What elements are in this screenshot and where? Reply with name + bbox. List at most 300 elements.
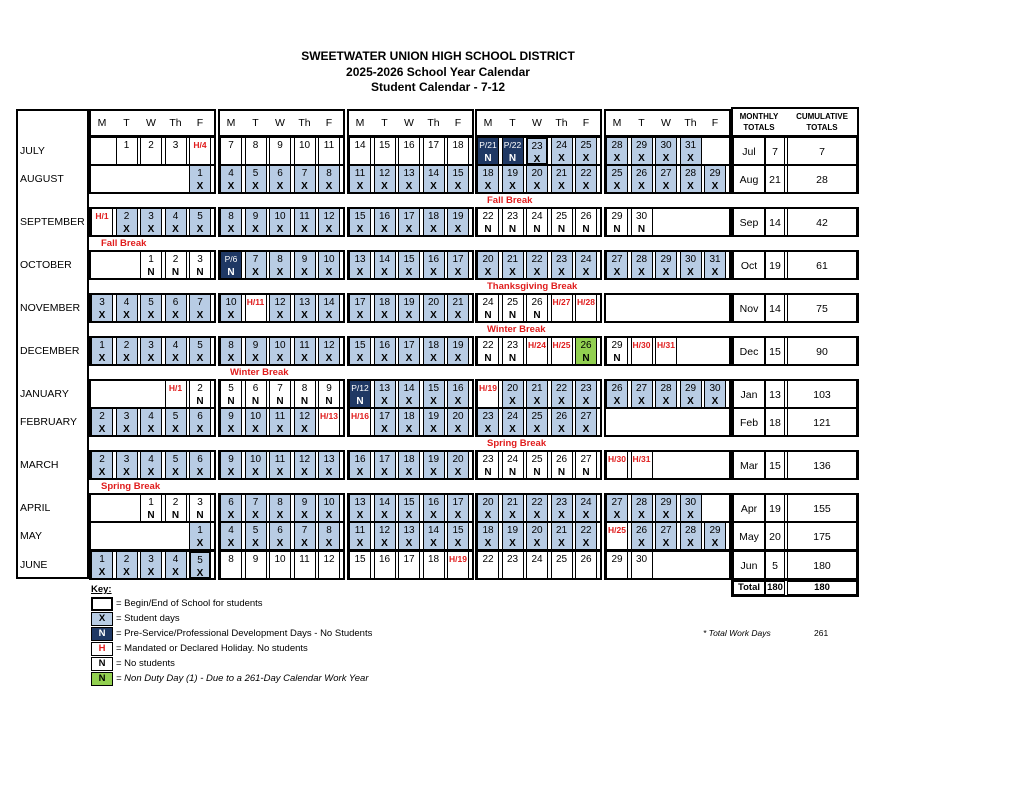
day-header: Th bbox=[298, 117, 311, 129]
day-code: X bbox=[405, 538, 413, 549]
calendar-day bbox=[551, 408, 573, 436]
calendar-day bbox=[91, 294, 113, 322]
day-code: X bbox=[687, 181, 694, 192]
cumulative-total: 180 bbox=[787, 551, 857, 579]
day-number: 28 bbox=[635, 497, 648, 508]
calendar-day bbox=[294, 294, 316, 322]
day-number: 21 bbox=[452, 297, 464, 308]
calendar-day bbox=[294, 165, 316, 193]
day-code: X bbox=[687, 538, 694, 549]
day-code: X bbox=[356, 310, 364, 321]
calendar-day bbox=[631, 451, 653, 479]
day-code: X bbox=[227, 424, 235, 435]
calendar-day bbox=[447, 551, 469, 579]
day-number: 17 bbox=[378, 411, 391, 422]
calendar-day bbox=[575, 380, 597, 408]
calendar-day bbox=[575, 522, 597, 550]
day-number: 8 bbox=[228, 554, 234, 565]
calendar-day bbox=[116, 451, 138, 479]
day-number: 9 bbox=[252, 340, 259, 351]
day-code: X bbox=[454, 396, 462, 407]
day-number: 7 bbox=[228, 140, 234, 151]
day-number: 6 bbox=[172, 297, 179, 308]
day-code: N bbox=[508, 310, 517, 321]
day-number: 15 bbox=[354, 554, 366, 565]
day-code: X bbox=[301, 181, 308, 192]
day-number: 22 bbox=[580, 168, 592, 179]
calendar-day bbox=[189, 165, 211, 193]
day-number: 15 bbox=[452, 168, 464, 179]
day-number: 15 bbox=[427, 383, 440, 394]
day-code: X bbox=[252, 424, 259, 435]
day-code: X bbox=[662, 181, 670, 192]
day-number: 8 bbox=[228, 211, 234, 222]
cumulative-total: 75 bbox=[787, 294, 857, 322]
key-label: = Non Duty Day (1) - Due to a 261-Day Calendar Work Year bbox=[116, 673, 369, 684]
school-year: 2025-2026 School Year Calendar bbox=[346, 64, 530, 79]
day-code: N bbox=[484, 353, 492, 364]
calendar-day bbox=[575, 251, 597, 279]
monthly-total: 15 bbox=[765, 337, 785, 365]
calendar-day bbox=[477, 551, 499, 579]
day-code: N bbox=[484, 310, 492, 321]
break-label: Spring Break bbox=[487, 438, 547, 449]
calendar-day bbox=[704, 380, 726, 408]
calendar-day bbox=[374, 208, 396, 236]
day-number: 6 bbox=[228, 497, 234, 508]
day-code: X bbox=[325, 353, 333, 364]
day-number: 24 bbox=[506, 454, 519, 465]
calendar-day bbox=[477, 337, 499, 365]
calendar-day bbox=[447, 522, 469, 550]
day-number: H/25 bbox=[608, 525, 626, 535]
calendar-day bbox=[398, 137, 420, 165]
day-code: X bbox=[276, 224, 284, 235]
calendar-day bbox=[606, 451, 628, 479]
day-number: 13 bbox=[403, 168, 415, 179]
day-code: X bbox=[430, 353, 437, 364]
totals-row-box bbox=[731, 164, 859, 194]
day-header: M bbox=[483, 117, 493, 129]
day-number: 27 bbox=[611, 497, 623, 508]
calendar-day bbox=[189, 494, 211, 522]
day-number: 8 bbox=[277, 254, 283, 265]
day-code: X bbox=[147, 467, 155, 478]
day-number: 21 bbox=[506, 254, 519, 265]
calendar-day bbox=[551, 451, 573, 479]
calendar-day bbox=[349, 551, 371, 579]
totals-row-box bbox=[731, 493, 859, 523]
day-code: X bbox=[123, 424, 130, 435]
calendar-day bbox=[526, 408, 548, 436]
calendar-day bbox=[116, 408, 138, 436]
calendar-day bbox=[349, 494, 371, 522]
day-code: X bbox=[405, 424, 413, 435]
day-number: 18 bbox=[427, 554, 440, 565]
day-code: N bbox=[356, 396, 364, 407]
day-header: T bbox=[638, 117, 645, 129]
day-number: 13 bbox=[354, 254, 366, 265]
calendar-day bbox=[477, 294, 499, 322]
day-code: X bbox=[301, 224, 308, 235]
day-code: X bbox=[252, 267, 259, 278]
day-number: 27 bbox=[580, 454, 592, 465]
calendar-day bbox=[477, 137, 499, 165]
calendar-day bbox=[447, 408, 469, 436]
calendar-day bbox=[116, 208, 138, 236]
calendar-day bbox=[502, 294, 524, 322]
calendar-day bbox=[220, 137, 242, 165]
calendar-day bbox=[294, 251, 316, 279]
day-number: 17 bbox=[403, 340, 415, 351]
calendar-day bbox=[551, 380, 573, 408]
calendar-day bbox=[502, 337, 524, 365]
cumulative-total: 121 bbox=[787, 408, 857, 436]
day-header: M bbox=[355, 117, 365, 129]
day-code: N bbox=[557, 467, 566, 478]
day-header: W bbox=[146, 117, 156, 129]
calendar-day bbox=[606, 551, 628, 579]
day-number: H/16 bbox=[351, 411, 369, 421]
calendar-day bbox=[374, 494, 396, 522]
calendar-day bbox=[704, 522, 726, 550]
day-code: X bbox=[509, 396, 516, 407]
day-header: Th bbox=[427, 117, 440, 129]
day-code: X bbox=[711, 267, 719, 278]
day-code: X bbox=[301, 310, 308, 321]
calendar-day bbox=[165, 251, 187, 279]
calendar-day bbox=[349, 408, 371, 436]
day-number: 16 bbox=[354, 454, 366, 465]
day-number: 8 bbox=[326, 525, 332, 536]
day-header: T bbox=[123, 117, 130, 129]
break-label: Thanksgiving Break bbox=[487, 281, 578, 292]
day-code: X bbox=[687, 267, 694, 278]
day-number: 25 bbox=[506, 297, 519, 308]
calendar-day bbox=[318, 380, 340, 408]
day-number: 14 bbox=[323, 297, 335, 308]
calendar-day bbox=[269, 337, 291, 365]
calendar-day bbox=[140, 494, 162, 522]
day-number: 18 bbox=[427, 340, 440, 351]
day-number: 9 bbox=[252, 211, 259, 222]
day-number: 14 bbox=[354, 140, 366, 151]
day-code: X bbox=[711, 396, 719, 407]
day-number: 18 bbox=[452, 140, 464, 151]
day-code: X bbox=[582, 153, 590, 164]
calendar-day bbox=[318, 294, 340, 322]
calendar-day bbox=[631, 251, 653, 279]
day-number: 24 bbox=[531, 554, 543, 565]
day-number: 24 bbox=[482, 297, 494, 308]
calendar-day bbox=[477, 451, 499, 479]
calendar-day bbox=[502, 137, 524, 165]
day-number: 23 bbox=[531, 141, 543, 152]
calendar-day bbox=[189, 137, 211, 165]
day-number: 22 bbox=[555, 383, 568, 394]
day-number: 20 bbox=[531, 525, 543, 536]
calendar-day bbox=[398, 337, 420, 365]
calendar-day bbox=[220, 551, 242, 579]
day-code: X bbox=[558, 181, 565, 192]
calendar-day bbox=[91, 208, 113, 236]
day-code: N bbox=[508, 153, 517, 164]
calendar-day bbox=[398, 208, 420, 236]
day-number: 31 bbox=[709, 254, 721, 265]
day-number: H/13 bbox=[320, 411, 338, 421]
calendar-day bbox=[631, 380, 653, 408]
calendar-day bbox=[655, 494, 677, 522]
day-code: N bbox=[484, 467, 492, 478]
calendar-day bbox=[631, 522, 653, 550]
day-number: 24 bbox=[580, 254, 592, 265]
day-number: 29 bbox=[709, 525, 721, 536]
day-number: 4 bbox=[172, 554, 179, 565]
calendar-title bbox=[0, 49, 876, 96]
day-code: N bbox=[613, 353, 621, 364]
calendar-day bbox=[575, 165, 597, 193]
day-code: X bbox=[196, 310, 204, 321]
calendar-day bbox=[91, 408, 113, 436]
day-number: 5 bbox=[197, 211, 203, 222]
calendar-day bbox=[447, 165, 469, 193]
key-swatch: N bbox=[91, 672, 113, 686]
day-number: 10 bbox=[323, 254, 335, 265]
calendar-day bbox=[269, 451, 291, 479]
day-header: M bbox=[226, 117, 236, 129]
calendar-day bbox=[349, 137, 371, 165]
calendar-day bbox=[631, 208, 653, 236]
day-number: 22 bbox=[531, 497, 543, 508]
day-code: N bbox=[325, 396, 333, 407]
calendar-day bbox=[189, 380, 211, 408]
day-code: X bbox=[123, 467, 130, 478]
day-number: 18 bbox=[378, 297, 391, 308]
day-code: X bbox=[454, 353, 462, 364]
calendar-day bbox=[680, 251, 702, 279]
day-code: X bbox=[430, 396, 437, 407]
day-code: X bbox=[509, 538, 516, 549]
calendar-day bbox=[140, 137, 162, 165]
calendar-day bbox=[318, 451, 340, 479]
day-code: X bbox=[582, 181, 590, 192]
day-code: X bbox=[227, 224, 235, 235]
day-number: 22 bbox=[482, 554, 494, 565]
calendar-day bbox=[349, 165, 371, 193]
calendar-day bbox=[704, 251, 726, 279]
calendar-day bbox=[165, 337, 187, 365]
calendar-day bbox=[189, 551, 211, 579]
day-number: 28 bbox=[660, 383, 672, 394]
month-label: MARCH bbox=[20, 459, 59, 471]
day-code: X bbox=[687, 153, 694, 164]
calendar-day bbox=[526, 522, 548, 550]
day-code: X bbox=[172, 224, 179, 235]
day-number: 19 bbox=[506, 525, 519, 536]
day-code: X bbox=[227, 353, 235, 364]
day-number: 16 bbox=[378, 211, 391, 222]
month-label: JANUARY bbox=[20, 388, 69, 400]
calendar-day bbox=[245, 137, 267, 165]
calendar-day bbox=[704, 165, 726, 193]
calendar-day bbox=[349, 337, 371, 365]
day-number: H/30 bbox=[608, 454, 626, 464]
day-number: 26 bbox=[580, 554, 592, 565]
day-number: 5 bbox=[197, 555, 203, 566]
day-code: X bbox=[662, 510, 670, 521]
break-label: Spring Break bbox=[101, 481, 161, 492]
cumulative-total: 103 bbox=[787, 380, 857, 408]
day-number: H/31 bbox=[657, 340, 675, 350]
calendar-day bbox=[374, 137, 396, 165]
day-code: X bbox=[454, 538, 462, 549]
day-number: 7 bbox=[277, 383, 283, 394]
day-number: 2 bbox=[123, 554, 130, 565]
calendar-day bbox=[447, 494, 469, 522]
calendar-day bbox=[398, 494, 420, 522]
day-number: 26 bbox=[611, 383, 623, 394]
day-number: 28 bbox=[684, 525, 697, 536]
calendar-day bbox=[551, 251, 573, 279]
day-code: X bbox=[405, 353, 413, 364]
key-title: Key: bbox=[91, 584, 112, 595]
total-cumulative: 180 bbox=[787, 581, 857, 595]
calendar-day bbox=[116, 337, 138, 365]
day-number: P/22 bbox=[503, 140, 522, 150]
day-code: X bbox=[276, 510, 284, 521]
day-number: 29 bbox=[660, 497, 672, 508]
totals-header-box bbox=[731, 107, 859, 137]
day-code: X bbox=[123, 224, 130, 235]
day-number: 15 bbox=[403, 497, 415, 508]
calendar-day bbox=[606, 208, 628, 236]
day-code: N bbox=[227, 267, 235, 278]
calendar-day bbox=[551, 165, 573, 193]
day-code: X bbox=[172, 310, 179, 321]
day-code: X bbox=[325, 310, 333, 321]
day-code: X bbox=[430, 467, 437, 478]
month-abbr: Aug bbox=[733, 165, 765, 193]
calendar-day bbox=[502, 551, 524, 579]
day-number: 18 bbox=[482, 168, 494, 179]
day-header: F bbox=[454, 117, 462, 129]
day-code: N bbox=[147, 267, 155, 278]
calendar-day bbox=[245, 208, 267, 236]
calendar-day bbox=[189, 294, 211, 322]
month-abbr: Oct bbox=[733, 251, 765, 279]
month-abbr: Dec bbox=[733, 337, 765, 365]
calendar-day bbox=[269, 380, 291, 408]
day-code: X bbox=[687, 396, 694, 407]
day-number: 13 bbox=[323, 454, 335, 465]
calendar-day bbox=[269, 494, 291, 522]
calendar-day bbox=[245, 251, 267, 279]
calendar-day bbox=[220, 380, 242, 408]
calendar-day bbox=[423, 522, 445, 550]
day-code: X bbox=[711, 181, 719, 192]
district-name: SWEETWATER UNION HIGH SCHOOL DISTRICT bbox=[301, 49, 575, 63]
day-number: 16 bbox=[378, 340, 391, 351]
day-code: N bbox=[533, 310, 541, 321]
day-number: 17 bbox=[452, 254, 464, 265]
calendar-day bbox=[606, 337, 628, 365]
day-code: X bbox=[301, 267, 308, 278]
day-code: N bbox=[533, 224, 541, 235]
calendar-day bbox=[374, 380, 396, 408]
day-number: 28 bbox=[684, 168, 697, 179]
day-code: X bbox=[509, 267, 516, 278]
day-code: N bbox=[147, 510, 155, 521]
day-number: 22 bbox=[482, 340, 494, 351]
day-code: X bbox=[613, 181, 621, 192]
calendar-day bbox=[318, 408, 340, 436]
day-number: 9 bbox=[228, 411, 234, 422]
day-code: X bbox=[558, 538, 565, 549]
day-code: X bbox=[381, 224, 388, 235]
day-number: 12 bbox=[323, 340, 335, 351]
totals-row-box bbox=[731, 521, 859, 551]
calendar-day bbox=[349, 294, 371, 322]
day-number: 8 bbox=[252, 140, 259, 151]
day-number: 2 bbox=[148, 140, 154, 151]
day-number: 25 bbox=[531, 411, 543, 422]
calendar-day bbox=[551, 337, 573, 365]
day-number: H/31 bbox=[632, 454, 651, 464]
month-label: OCTOBER bbox=[20, 259, 72, 271]
calendar-day bbox=[245, 337, 267, 365]
day-number: 19 bbox=[452, 211, 464, 222]
calendar-day bbox=[140, 208, 162, 236]
totals-row-box bbox=[731, 293, 859, 323]
day-number: 2 bbox=[123, 340, 130, 351]
month-label: JUNE bbox=[20, 559, 48, 571]
calendar-day bbox=[374, 551, 396, 579]
day-code: N bbox=[300, 396, 309, 407]
totals-row-box bbox=[731, 379, 859, 409]
calendar-day bbox=[189, 337, 211, 365]
calendar-day bbox=[220, 522, 242, 550]
key-label: = Begin/End of School for students bbox=[116, 598, 263, 609]
day-number: 6 bbox=[252, 383, 259, 394]
day-code: X bbox=[509, 510, 516, 521]
calendar-day bbox=[526, 494, 548, 522]
day-number: 29 bbox=[635, 140, 648, 151]
day-code: X bbox=[454, 467, 462, 478]
day-code: X bbox=[252, 353, 259, 364]
calendar-day bbox=[269, 551, 291, 579]
day-code: X bbox=[98, 424, 106, 435]
day-code: X bbox=[356, 467, 364, 478]
monthly-totals-header: MONTHLY TOTALS bbox=[739, 112, 779, 132]
calendar-day bbox=[91, 551, 113, 579]
day-code: X bbox=[405, 181, 413, 192]
calendar-day bbox=[423, 494, 445, 522]
day-code: X bbox=[509, 424, 516, 435]
calendar-day bbox=[398, 165, 420, 193]
totals-row-box bbox=[731, 550, 859, 580]
cumulative-totals-header: CUMULATIVE TOTALS bbox=[796, 112, 848, 132]
day-number: H/25 bbox=[552, 340, 571, 350]
calendar-day bbox=[318, 165, 340, 193]
day-code: X bbox=[301, 353, 308, 364]
day-number: 5 bbox=[228, 383, 234, 394]
day-number: 30 bbox=[684, 254, 697, 265]
calendar-day bbox=[680, 494, 702, 522]
total-monthly: 180 bbox=[765, 581, 785, 595]
day-number: 26 bbox=[555, 411, 568, 422]
calendar-day bbox=[165, 551, 187, 579]
calendar-day bbox=[374, 522, 396, 550]
